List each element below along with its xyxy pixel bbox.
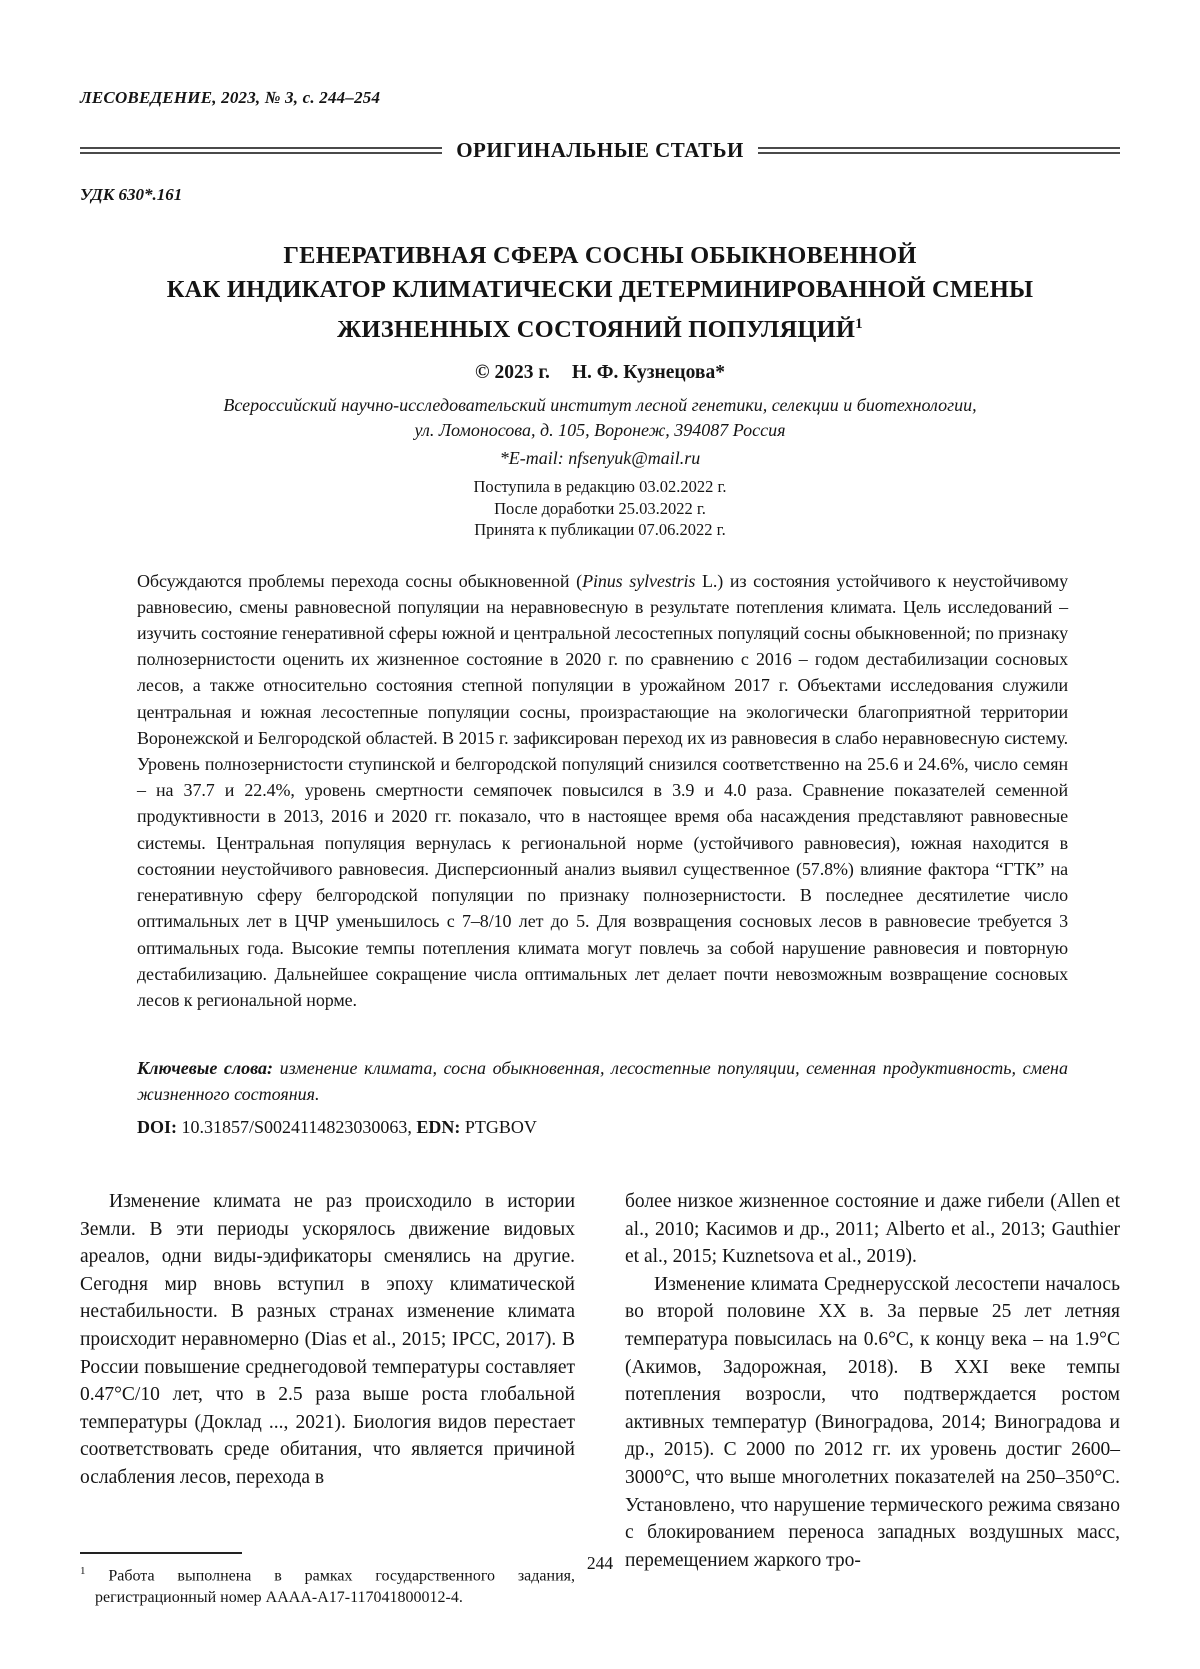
journal-header: ЛЕСОВЕДЕНИЕ, 2023, № 3, с. 244–254 [80,88,381,107]
edn-label: EDN: [416,1117,461,1138]
footnote-text: $^1$ Работа выполнена в рамках государственного задания, регистрационный номер АААА-А17-117041800012-4. [80,1564,575,1606]
authors-line [80,362,1120,384]
species-name: Pinus sylvestris [582,570,696,591]
submission-dates [80,476,1120,541]
article-title-line3: ЖИЗНЕННЫХ СОСТОЯНИЙ ПОПУЛЯЦИЙ$^1$ [337,316,863,344]
right-column [625,1188,1120,1608]
abstract-text-pre: Обсуждаются проблемы перехода сосны обыкновенной ( [137,570,583,591]
left-column [80,1188,575,1608]
article-title-line1: ГЕНЕРАТИВНАЯ СФЕРА СОСНЫ ОБЫКНОВЕННОЙ [283,242,917,269]
page-number: 244 [586,1553,614,1573]
rubric-left-rule [80,147,442,154]
rubric-right-rule [758,147,1120,154]
article-title-line2: КАК ИНДИКАТОР КЛИМАТИЧЕСКИ ДЕТЕРМИНИРОВАННОЙ СМЕНЫ [166,276,1034,303]
section-rubric [80,138,1120,163]
accepted-date: Принята к публикации 07.06.2022 г. [474,520,726,540]
author-email: *E-mail: nfsenyuk@mail.ru [499,448,701,469]
footnote-mark: 1 [80,1564,86,1577]
keywords-label: Ключевые слова: [137,1058,274,1079]
received-date: Поступила в редакцию 03.02.2022 г. [473,477,727,497]
body-paragraph-1: Изменение климата не раз происходило в истории Земли. В эти периоды ускорялось движение видовых ареалов, одни виды-эдификаторы сменялись на другие. Сегодня мир вновь вступил в эпоху климатической нестабильности. В разных странах изменение климата происходит неравномерно (Dias et al., 2015; IPCC, 2017). В России повышение среднегодовой температуры составляет 0.47°C/10 лет, что в 2.5 раза выше роста глобальной температуры (Доклад ..., 2021). Биология видов перестает соответствовать среде обитания, что является причиной ослабления лесов, перехода в [80,1191,575,1489]
affiliation-line1: Всероссийский научно-исследовательский институт лесной генетики, селекции и биотехнологии, [223,395,977,416]
doi-label: DOI: [137,1117,177,1138]
body-columns [80,1188,1120,1608]
revised-date: После доработки 25.03.2022 г. [494,498,706,518]
edn-value: PTGBOV [460,1117,537,1138]
copyright-year: © 2023 г. [475,362,550,384]
abstract [137,568,1068,1013]
article-title [80,239,1120,347]
title-footnote-mark: 1 [855,316,863,332]
doi-value: 10.31857/S0024114823030063, [177,1117,417,1138]
keywords-text: изменение климата, сосна обыкновенная, лесостепные популяции, семенная продуктивность, смена жизненного состояния. [137,1058,1068,1104]
body-paragraph-3: Изменение климата Среднерусской лесостепи началось во второй половине XX в. За первые 25 лет летняя температура повысилась на 0.6°C, к концу века – на 1.9°C (Акимов, Задорожная, 2018). В XXI веке темпы потепления возросли, что подтверждается ростом активных температур (Виноградова, 2014; Виноградова и др., 2015). С 2000 по 2012 гг. их уровень достиг 2600–3000°C, что выше многолетних показателей на 250–350°C. Установлено, что нарушение термического режима связано с блокированием переноса западных воздушных масс, перемещением жаркого тро- [625,1273,1120,1571]
rubric-title: ОРИГИНАЛЬНЫЕ СТАТЬИ [456,138,744,162]
author-name: Н. Ф. Кузнецова* [571,362,725,384]
body-paragraph-2: более низкое жизненное состояние и даже гибели (Allen et al., 2010; Касимов и др., 2011; Alberto et al., 2013; Gauthier et al., 2015; Kuznetsova et al., 2019). [625,1191,1120,1268]
affiliation-line2: ул. Ломоносова, д. 105, Воронеж, 394087 Россия [414,420,786,441]
abstract-text-post: L.) из состояния устойчивого к неустойчивому равновесию, смены равновесной популяции на неравновесную в результате потепления климата. Цель исследований – изучить состояние генеративной сферы южной и центральной лесостепных популяций сосны обыкновенной; по признаку полнозернистости оценить их жизненное состояние в 2020 г. по сравнению с 2016 – годом дестабилизации сосновых лесов, а также относительно состояния степной популяции в урожайном 2017 г. Объектами исследования служили центральная и южная лесостепные популяции сосны, произрастающие на экологически благоприятной территории Воронежской и Белгородской областей. В 2015 г. зафиксирован переход их из равновесия в слабо неравновесную систему. Уровень полнозернистости ступинской и белгородской популяций снизился соответственно на 25.6 и 24.6%, число семян – на 37.7 и 22.4%, уровень смертности семяпочек повысился в 3.9 и 4.0 раза. Сравнение показателей семенной продуктивности в 2013, 2016 и 2020 гг. показало, что в настоящее время оба насаждения представляют равновесные системы. Центральная популяция вернулась к региональной норме (устойчивого равновесия), южная находится в состоянии неустойчивого равновесия. Дисперсионный анализ выявил существенное (57.8%) влияние фактора “ГТК” на генеративную сферу белгородской популяции по признаку полнозернистости. В последнее десятилетие число оптимальных лет в ЦЧР уменьшилось с 7–8/10 лет до 5. Для возвращения сосновых лесов в равновесие требуется 3 оптимальных года. Высокие темпы потепления климата могут повлечь за собой нарушение равновесия и повторную дестабилизацию. Дальнейшее сокращение числа оптимальных лет делает почти невозможным возвращение сосновых лесов к региональной норме. [137,570,1068,1010]
udk-code: УДК 630*.161 [80,185,183,204]
keywords [137,1056,1068,1107]
doi-line [137,1117,1068,1138]
affiliation [80,393,1120,443]
